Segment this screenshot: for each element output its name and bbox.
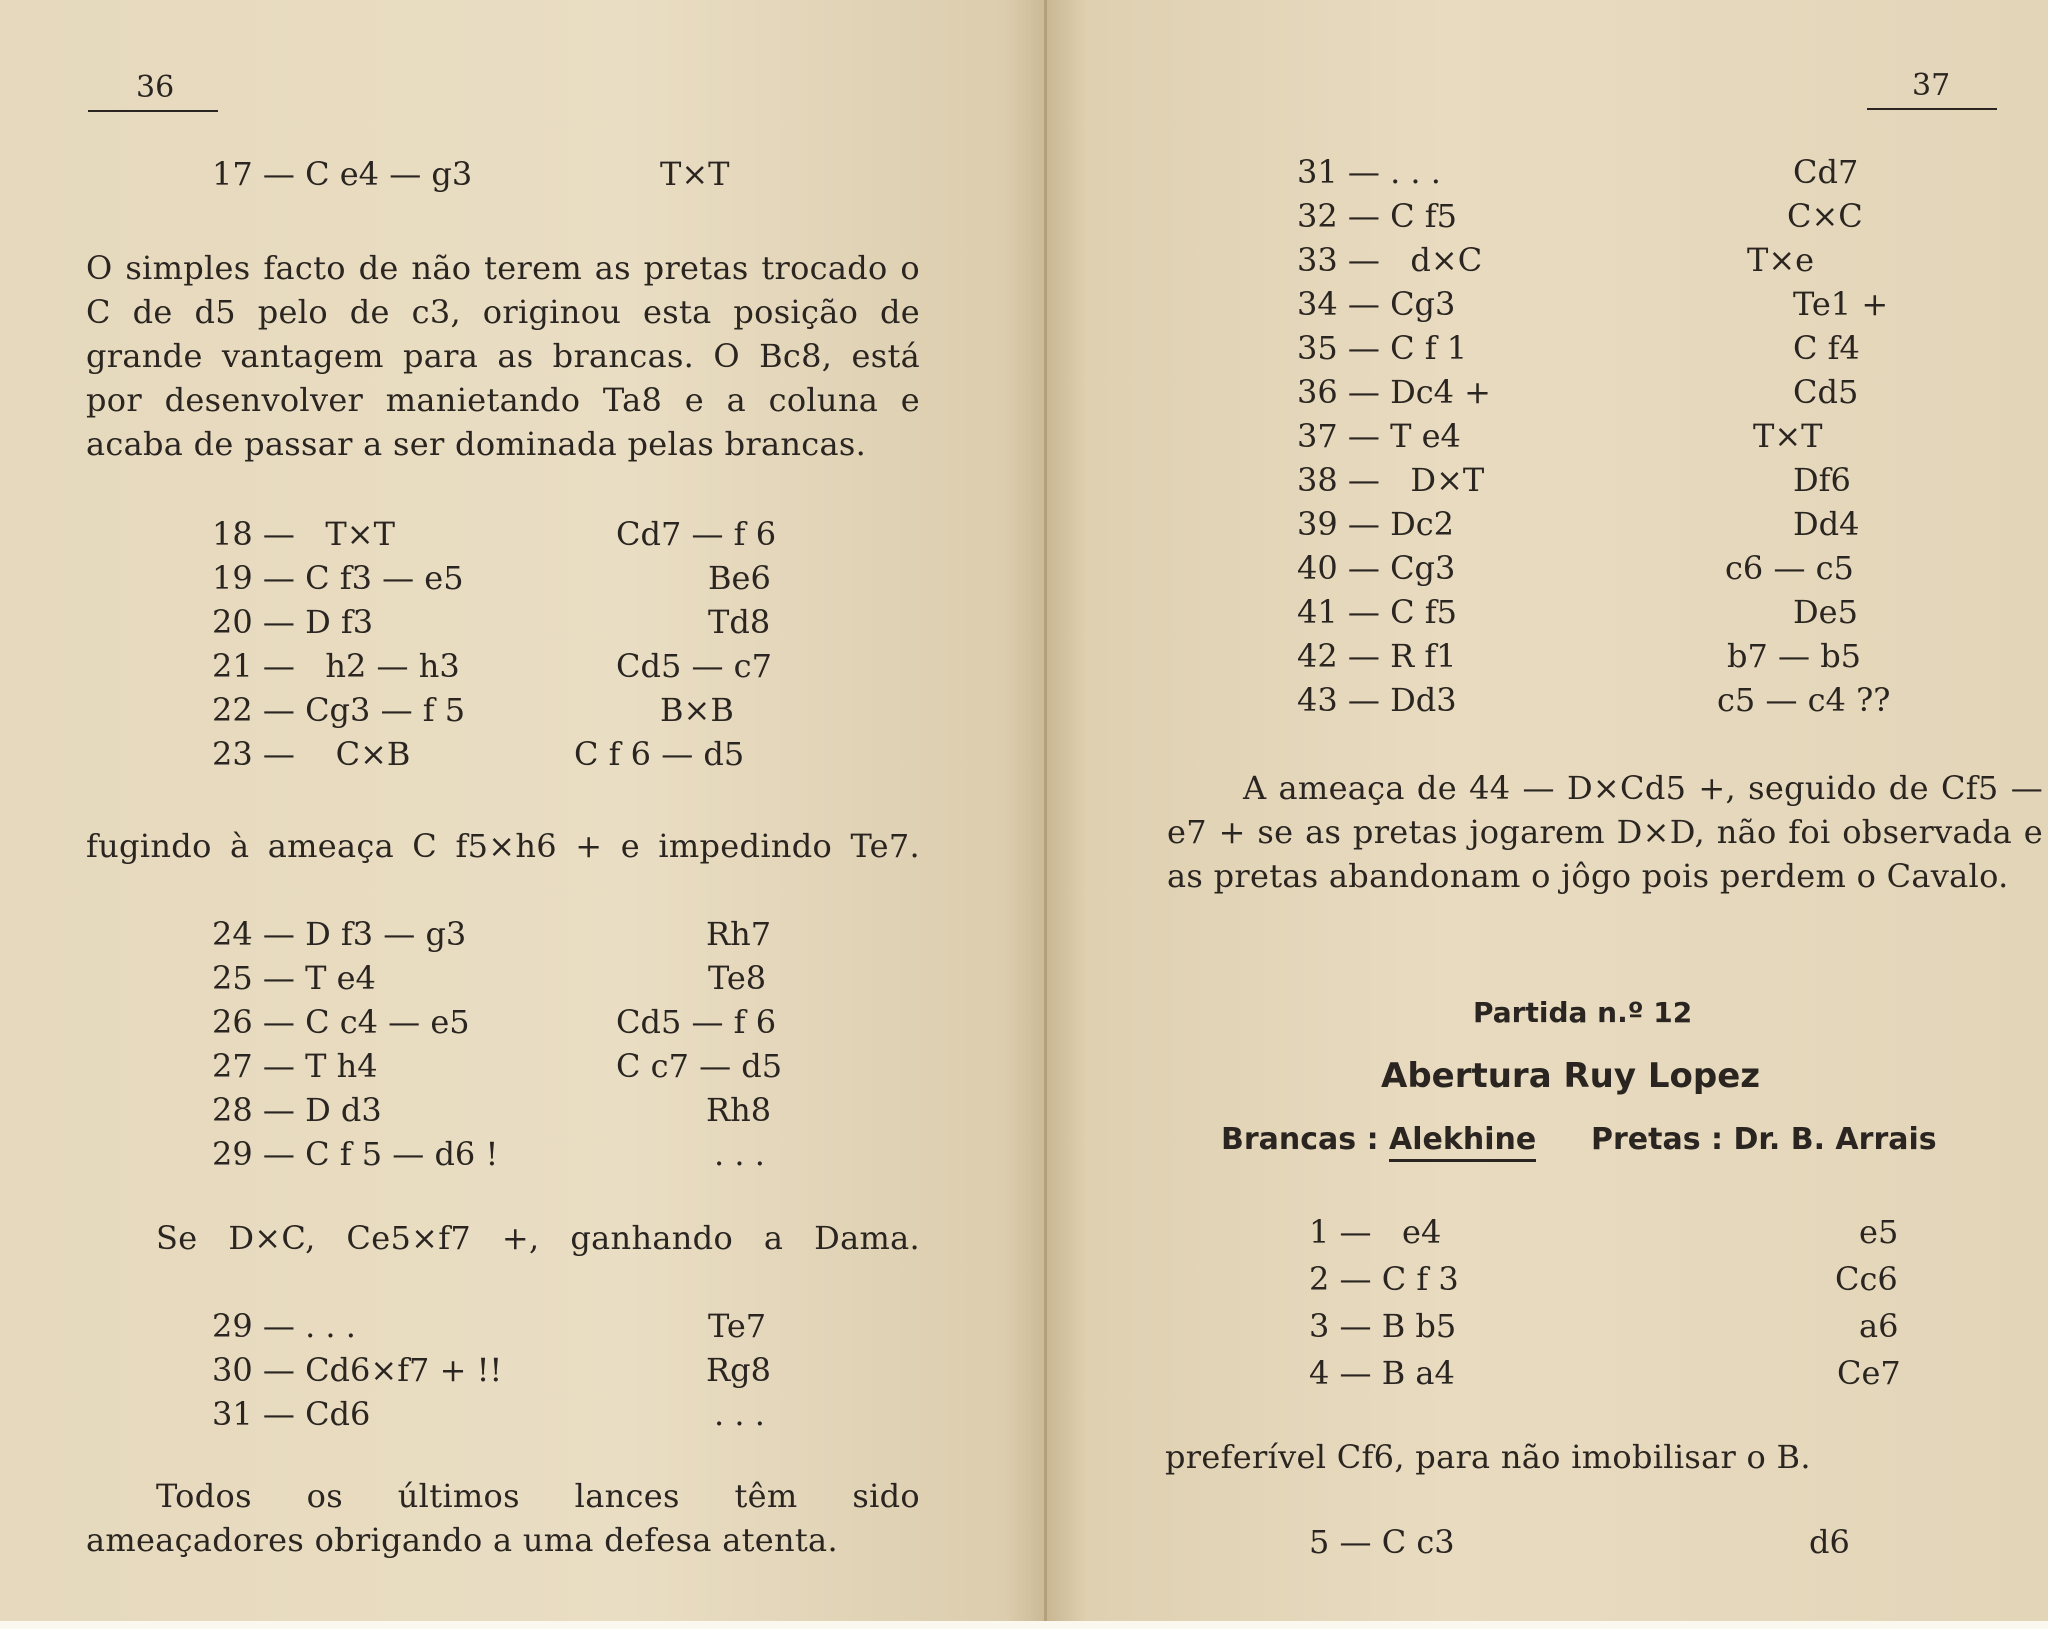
page-number: 37 xyxy=(1912,68,1951,103)
move-row xyxy=(1297,370,1937,414)
move-row xyxy=(212,644,772,688)
move-black: Te8 xyxy=(708,959,767,997)
move-row xyxy=(1297,678,1937,722)
move-white: 29 — . . . xyxy=(212,1307,356,1345)
move-black: B×B xyxy=(660,691,734,729)
move-black: Cd5 — c7 xyxy=(616,647,772,685)
move-white: 18 — T×T xyxy=(212,515,395,553)
move-white: 29 — C f 5 — d6 ! xyxy=(212,1135,499,1173)
move-row xyxy=(212,1000,777,1044)
move-white: 23 — C×B xyxy=(212,735,411,773)
move-white: 4 — B a4 xyxy=(1309,1354,1455,1392)
page-number-rule xyxy=(1867,108,1997,110)
move-row xyxy=(1297,150,1937,194)
move-row xyxy=(212,1044,783,1088)
move-black: Be6 xyxy=(708,559,771,597)
move-white: 26 — C c4 — e5 xyxy=(212,1003,470,1041)
move-black: Cd7 xyxy=(1793,153,1859,191)
move-white: 3 — B b5 xyxy=(1309,1307,1457,1345)
move-row xyxy=(1297,502,1937,546)
move-row xyxy=(212,956,772,1000)
move-black: Rh8 xyxy=(706,1091,772,1129)
move-row xyxy=(1297,546,1937,590)
move-row xyxy=(1297,238,1937,282)
move-row xyxy=(212,512,777,556)
move-black: Cd5 xyxy=(1793,373,1859,411)
move-row xyxy=(1297,634,1937,678)
black-label: Pretas : xyxy=(1591,1122,1724,1157)
move-black: . . . xyxy=(714,1135,765,1173)
move-white: 43 — Dd3 xyxy=(1297,681,1457,719)
move-black: Dd4 xyxy=(1793,505,1860,543)
move-white: 17 — C e4 — g3 xyxy=(212,155,473,193)
right-page xyxy=(1047,0,2048,1629)
move-white: 36 — Dc4 + xyxy=(1297,373,1491,411)
move-black: De5 xyxy=(1793,593,1858,631)
move-black: Ce7 xyxy=(1837,1354,1901,1392)
move-white: 37 — T e4 xyxy=(1297,417,1461,455)
white-label: Brancas : xyxy=(1221,1122,1379,1157)
move-white: 31 — Cd6 xyxy=(212,1395,371,1433)
white-player: Alekhine xyxy=(1389,1122,1536,1162)
move-white: 27 — T h4 xyxy=(212,1047,378,1085)
move-row xyxy=(212,600,772,644)
commentary-paragraph: O simples facto de não terem as pretas trocado o C de d5 pelo de c3, originou esta posição de grande vantagem para as brancas. O Bc8, está por desenvolver manietando Ta8 e a coluna e acaba de passar a ser dominada pelas brancas. xyxy=(86,249,920,463)
move-row xyxy=(1309,1257,1929,1304)
move-row xyxy=(1309,1210,1929,1257)
move-black: Cd7 — f 6 xyxy=(616,515,777,553)
move-black: T×T xyxy=(660,155,730,193)
move-white: 32 — C f5 xyxy=(1297,197,1457,235)
move-black: a6 xyxy=(1859,1307,1899,1345)
move-black: Df6 xyxy=(1793,461,1851,499)
move-row xyxy=(212,1304,772,1348)
players-line xyxy=(1591,1122,1937,1157)
move-white: 22 — Cg3 — f 5 xyxy=(212,691,466,729)
move-row xyxy=(212,1392,772,1436)
move-black: Rg8 xyxy=(706,1351,771,1389)
move-white: 24 — D f3 — g3 xyxy=(212,915,467,953)
game-number: Partida n.º 12 xyxy=(1473,996,1693,1029)
move-list xyxy=(212,912,783,1176)
page-number-rule xyxy=(88,110,218,112)
move-row xyxy=(1297,590,1937,634)
move-row xyxy=(212,688,772,732)
move-white: 30 — Cd6×f7 + !! xyxy=(212,1351,503,1389)
move-white: 20 — D f3 xyxy=(212,603,374,641)
move-black: C×C xyxy=(1787,197,1863,235)
move-row xyxy=(212,1132,772,1176)
move-row xyxy=(1297,194,1937,238)
move-black: C f 6 — d5 xyxy=(574,735,745,773)
move-white: 2 — C f 3 xyxy=(1309,1260,1459,1298)
move-black: Td8 xyxy=(708,603,771,641)
opening-title: Abertura Ruy Lopez xyxy=(1381,1056,1761,1096)
move-white: 34 — Cg3 xyxy=(1297,285,1456,323)
move-white: 35 — C f 1 xyxy=(1297,329,1468,367)
move-black: c5 — c4 ?? xyxy=(1717,681,1891,719)
move-white: 33 — d×C xyxy=(1297,241,1483,279)
move-white: 38 — D×T xyxy=(1297,461,1485,499)
move-white: 41 — C f5 xyxy=(1297,593,1457,631)
move-black: C f4 xyxy=(1793,329,1860,367)
move-white: 28 — D d3 xyxy=(212,1091,382,1129)
move-black: d6 xyxy=(1809,1523,1850,1561)
commentary-paragraph: Todos os últimos lances têm sido ameaçadores obrigando a uma defesa atenta. xyxy=(86,1477,920,1559)
move-row xyxy=(212,1348,772,1392)
commentary-paragraph: A ameaça de 44 — D×Cd5 +, seguido de Cf5 — e7 + se as pretas jogarem D×D, não foi observada e as pretas abandonam o jôgo pois perdem o Cavalo. xyxy=(1167,769,2043,895)
move-list xyxy=(1309,1210,1929,1398)
move-row xyxy=(212,732,772,776)
move-white: 40 — Cg3 xyxy=(1297,549,1456,587)
move-white: 31 — . . . xyxy=(1297,153,1441,191)
move-white: 25 — T e4 xyxy=(212,959,376,997)
move-list xyxy=(1297,150,1937,722)
move-row xyxy=(212,1088,772,1132)
move-black: Cd5 — f 6 xyxy=(616,1003,777,1041)
move-row xyxy=(1309,1351,1929,1398)
move-row xyxy=(1297,326,1937,370)
move-row xyxy=(1297,282,1937,326)
move-row xyxy=(212,912,772,956)
move-black: e5 xyxy=(1859,1213,1899,1251)
move-black: Rh7 xyxy=(706,915,772,953)
page-bottom-edge xyxy=(0,1621,2048,1629)
move-row xyxy=(1297,414,1937,458)
move-white: 42 — R f1 xyxy=(1297,637,1457,675)
move-black: T×e xyxy=(1747,241,1815,279)
move-white: 1 — e4 xyxy=(1309,1213,1442,1251)
commentary-paragraph: Se D×C, Ce5×f7 +, ganhando a Dama. xyxy=(156,1219,920,1257)
move-white: 19 — C f3 — e5 xyxy=(212,559,464,597)
move-black: . . . xyxy=(714,1395,765,1433)
move-black: Te1 + xyxy=(1793,285,1889,323)
move-row xyxy=(212,556,772,600)
black-player: Dr. B. Arrais xyxy=(1733,1122,1937,1157)
move-list xyxy=(212,512,777,776)
move-white: 5 — C c3 xyxy=(1309,1523,1455,1561)
page-number: 36 xyxy=(136,70,175,105)
move-black: Cc6 xyxy=(1835,1260,1898,1298)
players-line xyxy=(1221,1122,1536,1157)
move-white: 21 — h2 — h3 xyxy=(212,647,460,685)
move-black: b7 — b5 xyxy=(1727,637,1862,675)
move-black: C c7 — d5 xyxy=(616,1047,783,1085)
move-list xyxy=(212,1304,772,1436)
move-black: Te7 xyxy=(708,1307,767,1345)
move-row xyxy=(1309,1304,1929,1351)
move-black: c6 — c5 xyxy=(1725,549,1854,587)
move-white: 39 — Dc2 xyxy=(1297,505,1454,543)
commentary-paragraph: preferível Cf6, para não imobilisar o B. xyxy=(1165,1438,1811,1476)
commentary-paragraph: fugindo à ameaça C f5×h6 + e impedindo Te7. xyxy=(86,827,920,865)
move-row xyxy=(1297,458,1937,502)
move-black: T×T xyxy=(1753,417,1823,455)
